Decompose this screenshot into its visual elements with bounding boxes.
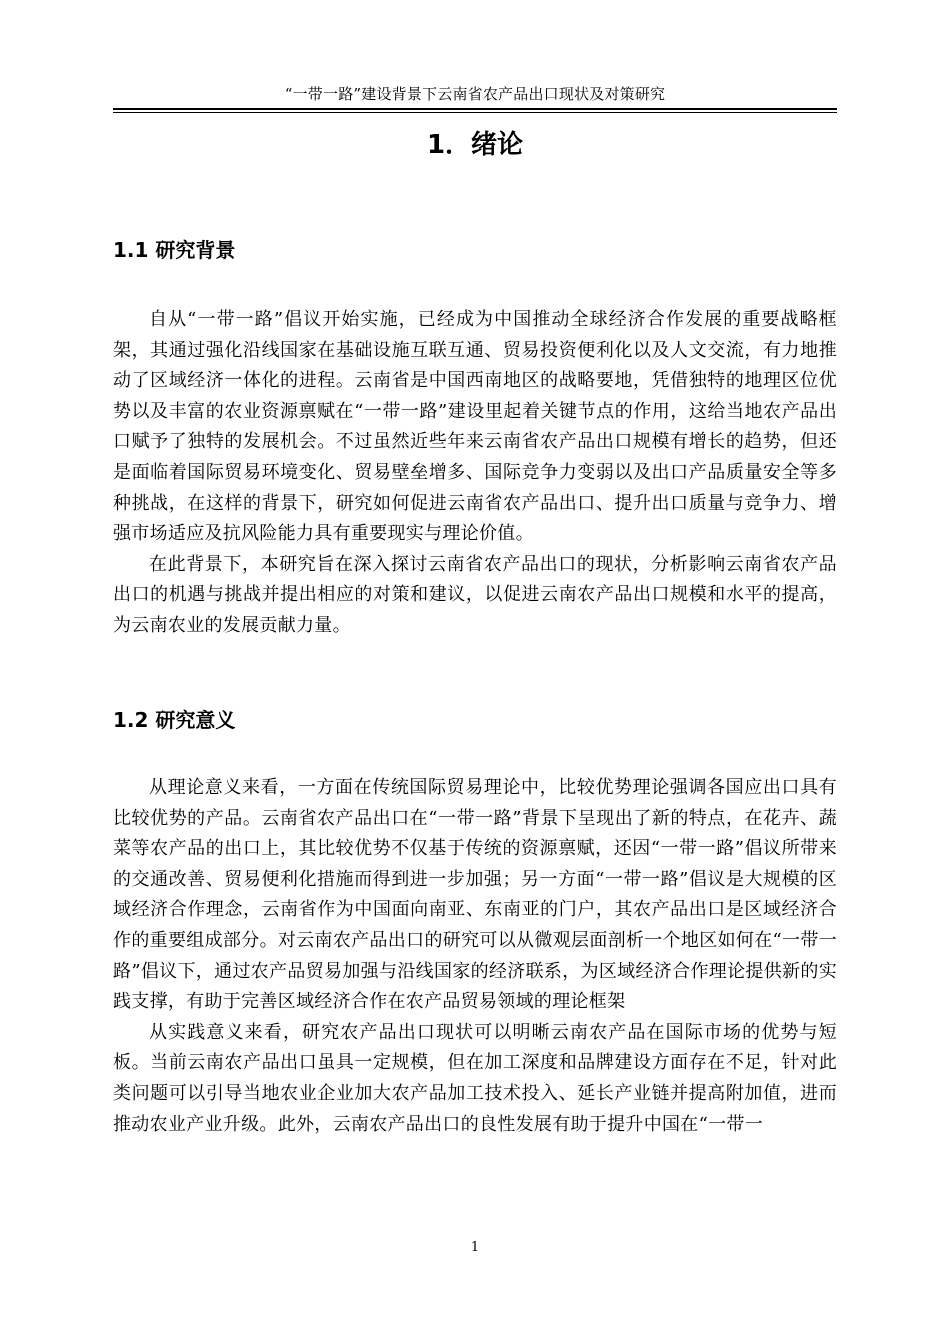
paragraph-significance-2: 从实践意义来看，研究农产品出口现状可以明晰云南农产品在国际市场的优势与短板。当前云南农产品出口虽具一定规模，但在加工深度和品牌建设方面存在不足，针对此类问题可以引导当地农业企业加大农产品加工技术投入、延长产业链并提高附加值，进而推动农业产业升级。此外，云南农产品出口的良性发展有助于提升中国在“一带一 (113, 1021, 837, 1135)
header-rule-thick (113, 108, 837, 110)
section-heading-background: 1.1 研究背景 (113, 238, 236, 262)
section-body-significance (113, 773, 837, 1140)
paragraph-significance-1: 从理论意义来看，一方面在传统国际贸易理论中，比较优势理论强调各国应出口具有比较优势的产品。云南省农产品出口在“一带一路”背景下呈现出了新的特点，在花卉、蔬菜等农产品的出口上，其比较优势不仅基于传统的资源禀赋，还因“一带一路”倡议所带来的交通改善、贸易便利化措施而得到进一步加强；另一方面“一带一路”倡议是大规模的区域经济合作理念，云南省作为中国面向南亚、东南亚的门户，其农产品出口是区域经济合作的重要组成部分。对云南农产品出口的研究可以从微观层面剖析一个地区如何在“一带一路”倡议下，通过农产品贸易加强与沿线国家的经济联系，为区域经济合作理论提供新的实践支撑，有助于完善区域经济合作在农产品贸易领域的理论框架 (113, 777, 837, 1013)
section-heading-significance: 1.2 研究意义 (113, 708, 236, 732)
header-rule-thin (113, 112, 837, 113)
paragraph-background-2: 在此背景下，本研究旨在深入探讨云南省农产品出口的现状，分析影响云南省农产品出口的机遇与挑战并提出相应的对策和建议，以促进云南农产品出口规模和水平的提高，为云南农业的发展贡献力量。 (113, 553, 837, 636)
page-number: 1 (470, 1240, 480, 1255)
paragraph-background-1: 自从“一带一路”倡议开始实施，已经成为中国推动全球经济合作发展的重要战略框架，其通过强化沿线国家在基础设施互联互通、贸易投资便利化以及人文交流，有力地推动了区域经济一体化的进程。云南省是中国西南地区的战略要地，凭借独特的地理区位优势以及丰富的农业资源禀赋在“一带一路”建设里起着关键节点的作用，这给当地农产品出口赋予了独特的发展机会。不过虽然近些年来云南省农产品出口规模有增长的趋势，但还是面临着国际贸易环境变化、贸易壁垒增多、国际竞争力变弱以及出口产品质量安全等多种挑战，在这样的背景下，研究如何促进云南省农产品出口、提升出口质量与竞争力、增强市场适应及抗风险能力具有重要现实与理论价值。 (113, 309, 837, 545)
running-header: “一带一路”建设背景下云南省农产品出口现状及对策研究 (284, 85, 666, 103)
section-body-background (113, 305, 837, 642)
chapter-title: 1．绪论 (426, 130, 524, 160)
